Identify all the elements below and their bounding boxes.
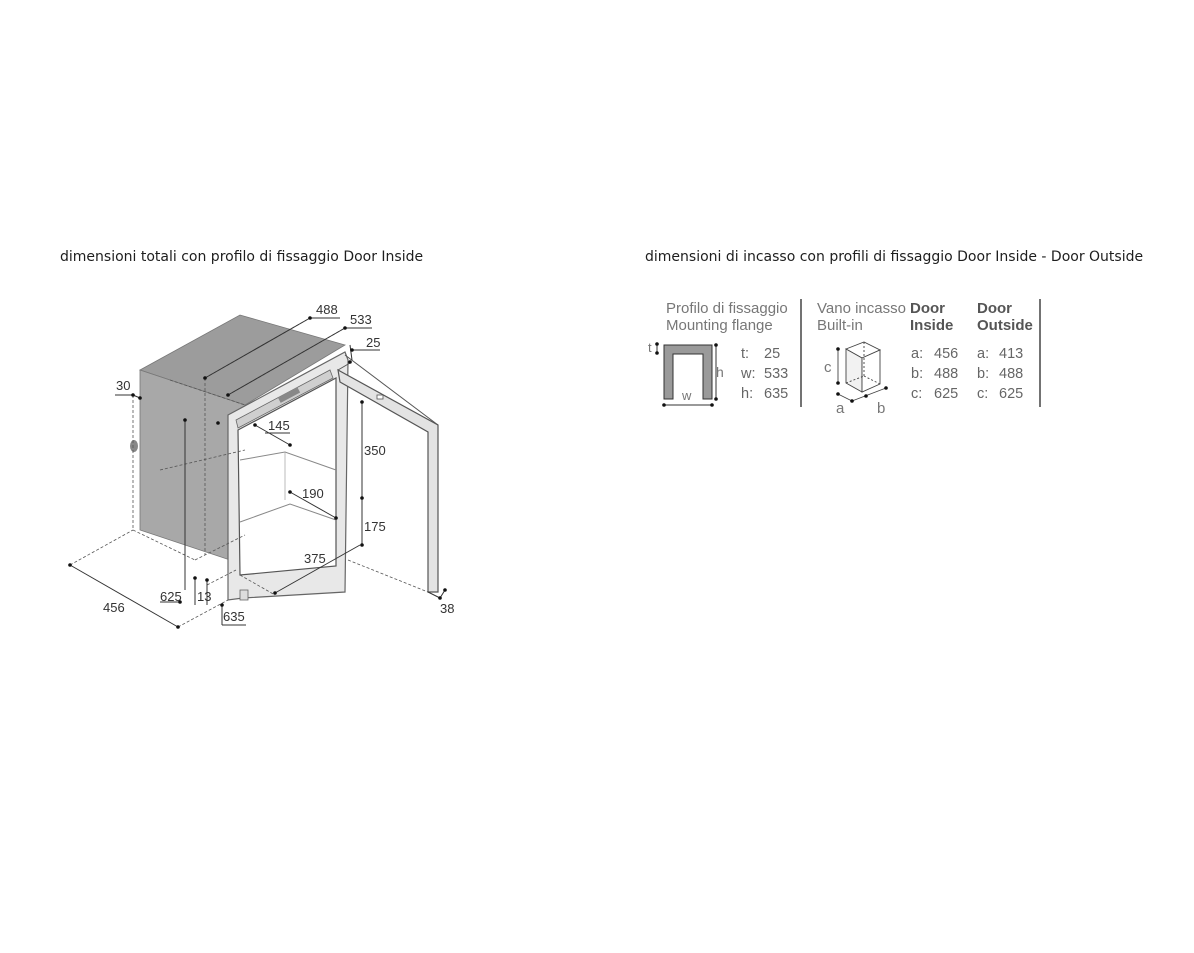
door-panel bbox=[338, 370, 438, 592]
flange-value-h: 635 bbox=[764, 386, 789, 402]
compressor-knob bbox=[130, 440, 138, 452]
flange-letter-h: h bbox=[716, 364, 724, 380]
flange-value-w: 533 bbox=[764, 366, 789, 382]
builtin-legend bbox=[648, 299, 1040, 417]
box-letter-b: b bbox=[877, 400, 886, 417]
box-letter-a: a bbox=[836, 400, 845, 417]
builtin-title-en: Built-in bbox=[817, 317, 863, 334]
door-outside-heading-2: Outside bbox=[977, 317, 1033, 334]
foot bbox=[240, 590, 248, 600]
flange-title-it: Profilo di fissaggio bbox=[666, 300, 788, 317]
door-outside-value-c: 625 bbox=[999, 386, 1024, 402]
dim-625: 625 bbox=[160, 589, 182, 604]
dim-30: 30 bbox=[116, 378, 131, 393]
door-outside-key-c: c: bbox=[977, 386, 989, 402]
door-inside-key-c: c: bbox=[911, 386, 923, 402]
dim-25: 25 bbox=[366, 335, 381, 350]
caption-built-in-dimensions: dimensioni di incasso con profili di fissaggio Door Inside - Door Outside bbox=[645, 249, 1144, 265]
dim-635: 635 bbox=[223, 609, 245, 624]
door-inside-heading-2: Inside bbox=[910, 317, 954, 334]
door-outside-key-a: a: bbox=[977, 346, 990, 362]
dim-456: 456 bbox=[103, 600, 125, 615]
dim-145: 145 bbox=[268, 418, 290, 433]
dim-488: 488 bbox=[316, 302, 338, 317]
door-inside-heading-1: Door bbox=[910, 300, 945, 317]
door-outside-value-b: 488 bbox=[999, 366, 1024, 382]
dim-38: 38 bbox=[440, 601, 455, 616]
flange-key-h: h: bbox=[741, 386, 754, 402]
flange-letter-t: t bbox=[648, 340, 652, 355]
dim-190: 190 bbox=[302, 486, 324, 501]
door-outside-value-a: 413 bbox=[999, 346, 1024, 362]
builtin-title-it: Vano incasso bbox=[817, 300, 906, 317]
door-latch bbox=[377, 395, 383, 399]
flange-key-t: t: bbox=[741, 346, 750, 362]
flange-title-en: Mounting flange bbox=[666, 317, 773, 334]
door-inside-key-a: a: bbox=[911, 346, 924, 362]
dim-375: 375 bbox=[304, 551, 326, 566]
dim-13: 13 bbox=[197, 589, 212, 604]
dim-350: 350 bbox=[364, 443, 386, 458]
door-inside-value-a: 456 bbox=[934, 346, 959, 362]
dim-533: 533 bbox=[350, 312, 372, 327]
flange-letter-w: w bbox=[682, 388, 692, 403]
dim-175: 175 bbox=[364, 519, 386, 534]
box-letter-c: c bbox=[824, 359, 832, 376]
caption-overall-dimensions: dimensioni totali con profilo di fissaggio Door Inside bbox=[60, 249, 424, 265]
fridge-drawing bbox=[68, 302, 454, 629]
door-outside-heading-1: Door bbox=[977, 300, 1012, 317]
flange-value-t: 25 bbox=[764, 346, 781, 362]
door-inside-value-c: 625 bbox=[934, 386, 959, 402]
flange-key-w: w: bbox=[741, 366, 756, 382]
built-in-box-icon bbox=[838, 342, 886, 401]
door-inside-value-b: 488 bbox=[934, 366, 959, 382]
door-inside-key-b: b: bbox=[911, 366, 924, 382]
door-outside-key-b: b: bbox=[977, 366, 990, 382]
